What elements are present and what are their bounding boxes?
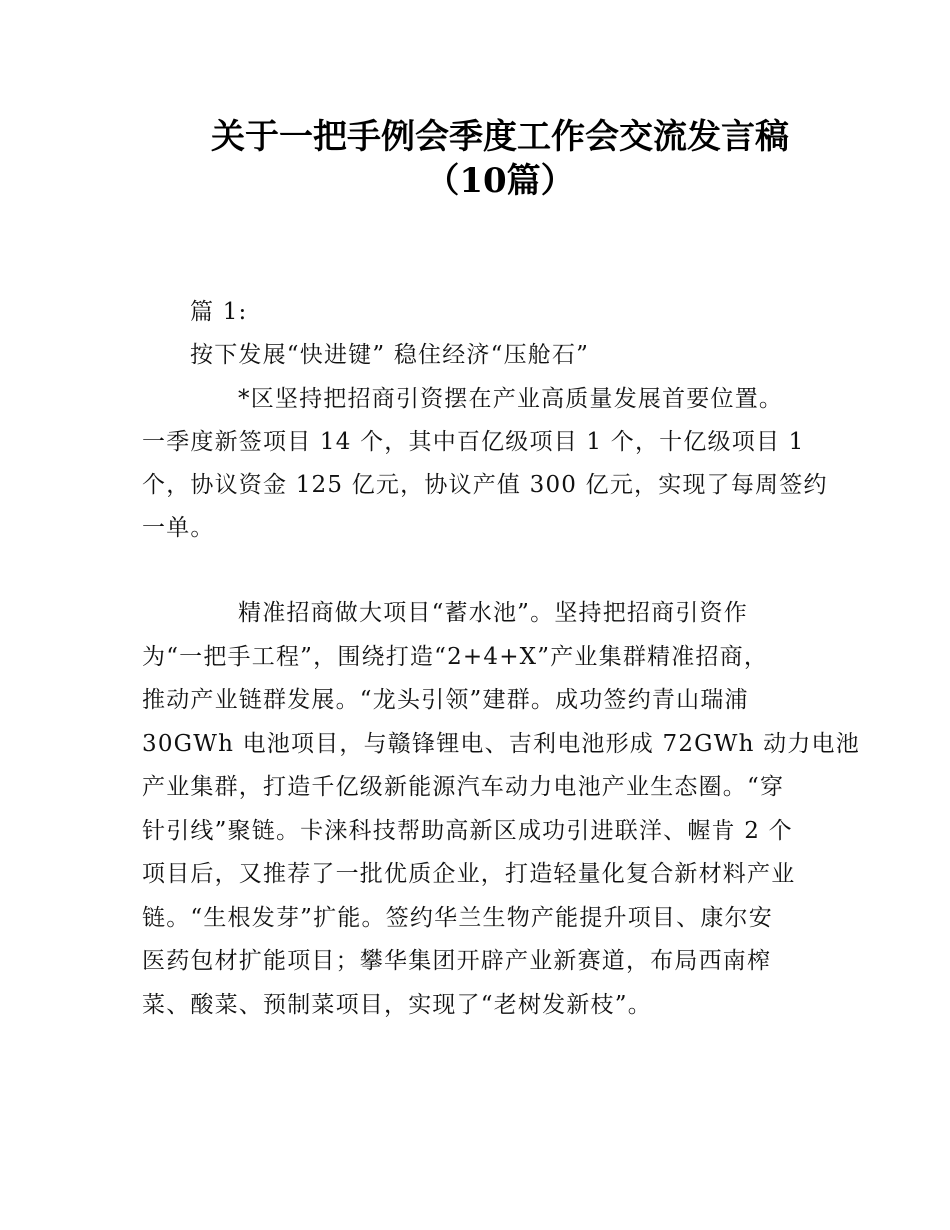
paragraph-line: 项目后，又推荐了一批优质企业，打造轻量化复合新材料产业 xyxy=(142,861,796,887)
paragraph-line: 一季度新签项目 14 个，其中百亿级项目 1 个，十亿级项目 1 xyxy=(142,429,805,455)
paragraph-line: 产业集群，打造千亿级新能源汽车动力电池产业生态圈。“穿 xyxy=(142,774,785,800)
paragraph-line: 菜、酸菜、预制菜项目，实现了“老树发新枝”。 xyxy=(142,992,652,1018)
paragraph-line: 30GWh 电池项目，与赣锋锂电、吉利电池形成 72GWh 动力电池 xyxy=(142,731,860,757)
section-heading: 按下发展“快进键” 稳住经济“压舱石” xyxy=(190,342,590,368)
paragraph-line: 链。“生根发芽”扩能。签约华兰生物产能提升项目、康尔安 xyxy=(142,905,773,931)
document-title-count: （10篇） xyxy=(425,161,575,201)
paragraph-line: 针引线”聚链。卡涞科技帮助高新区成功引进联洋、幄肯 2 个 xyxy=(142,818,793,844)
paragraph-line: 推动产业链群发展。“龙头引领”建群。成功签约青山瑞浦 xyxy=(142,687,749,713)
paragraph-line: *区坚持把招商引资摆在产业高质量发展首要位置。 xyxy=(238,386,784,412)
section-label: 篇 1: xyxy=(190,299,248,325)
paragraph-line: 医药包材扩能项目；攀华集团开辟产业新赛道，布局西南榨 xyxy=(142,948,772,974)
document-title: 关于一把手例会季度工作会交流发言稿 xyxy=(211,117,789,157)
paragraph-line: 一单。 xyxy=(142,515,215,541)
paragraph-line: 精准招商做大项目“蓄水池”。坚持把招商引资作 xyxy=(238,600,748,626)
paragraph-line: 个，协议资金 125 亿元，协议产值 300 亿元，实现了每周签约 xyxy=(142,472,828,498)
paragraph-line: 为“一把手工程”，围绕打造“2+4+X”产业集群精准招商， xyxy=(142,644,769,670)
